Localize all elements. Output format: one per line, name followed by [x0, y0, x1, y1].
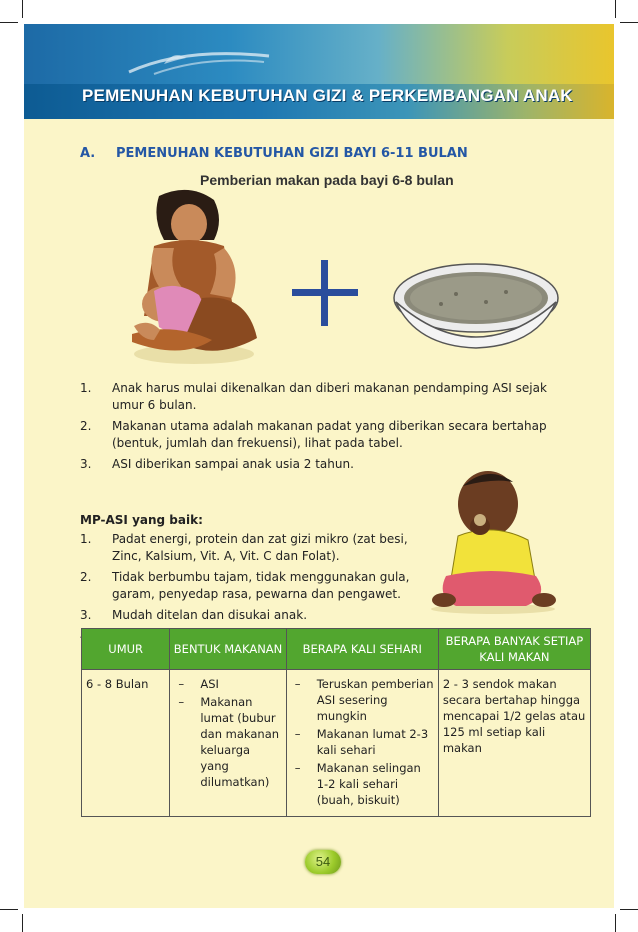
section-title: PEMENUHAN KEBUTUHAN GIZI BAYI 6-11 BULAN [116, 146, 468, 161]
dash-item: – Makanan lumat (bubur dan makanan keluarga yang dilumatkan) [178, 695, 280, 789]
column-header: BENTUK MAKANAN [170, 629, 286, 670]
child-eating-illustration [418, 464, 568, 614]
list-item: 3. ASI diberikan sampai anak usia 2 tahun. [80, 457, 354, 471]
feeding-table [81, 628, 591, 817]
column-header: UMUR [82, 629, 170, 670]
header-banner [24, 24, 614, 119]
porridge-bowl-illustration [386, 258, 566, 358]
crop-mark [620, 909, 638, 910]
dash-item: – Teruskan pemberian ASI sesering mungkin [294, 677, 434, 723]
table-row [82, 670, 591, 817]
swoosh-decoration [124, 42, 274, 82]
page-number-badge [305, 850, 341, 874]
cell-berapa-banyak: 2 - 3 sendok makan secara bertahap hingga mencapai 1/2 gelas atau 125 ml setiap kali makan [438, 670, 590, 817]
cell-umur: 6 - 8 Bulan [82, 670, 170, 817]
crop-mark [615, 914, 616, 932]
intro-list [80, 380, 570, 477]
page [24, 24, 614, 908]
crop-mark [615, 0, 616, 18]
crop-mark [22, 0, 23, 18]
dash-item: – Makanan lumat 2-3 kali sehari [294, 727, 429, 757]
dash-item: – Makanan selingan 1-2 kali sehari (buah, biskuit) [294, 761, 421, 807]
section-heading [80, 146, 468, 161]
list-item: 1. Padat energi, protein dan zat gizi mikro (zat besi, Zinc, Kalsium, Vit. A, Vit. C dan Folat). [80, 532, 408, 563]
list-item: 3. Mudah ditelan dan disukai anak. [80, 608, 308, 622]
list-item: 1. Anak harus mulai dikenalkan dan diberi makanan pendamping ASI sejak umur 6 bulan. [80, 381, 547, 412]
plus-sign [290, 258, 360, 328]
page-number: 54 [315, 854, 331, 869]
crop-mark [0, 909, 18, 910]
page-title: PEMENUHAN KEBUTUHAN GIZI & PERKEMBANGAN ANAK [82, 86, 573, 105]
dash-item: – ASI [178, 677, 219, 691]
crop-mark [0, 22, 18, 23]
column-header: BERAPA KALI SEHARI [286, 629, 438, 670]
cell-bentuk [170, 670, 286, 817]
table-header-row [82, 629, 591, 670]
section-letter: A. [80, 146, 96, 161]
subtitle: Pemberian makan pada bayi 6-8 bulan [200, 172, 454, 188]
list-item: 2. Makanan utama adalah makanan padat yang diberikan secara bertahap (bentuk, jumlah dan frekuensi), lihat pada tabel. [80, 419, 547, 450]
list-item: 2. Tidak berbumbu tajam, tidak menggunakan gula, garam, penyedap rasa, pewarna dan pengawet. [80, 570, 410, 601]
crop-mark [620, 22, 638, 23]
mother-breastfeeding-illustration [124, 186, 264, 366]
crop-mark [22, 914, 23, 932]
cell-berapa-kali [286, 670, 438, 817]
mpasi-heading: MP-ASI yang baik: [80, 513, 203, 527]
column-header: BERAPA BANYAK SETIAP KALI MAKAN [438, 629, 590, 670]
